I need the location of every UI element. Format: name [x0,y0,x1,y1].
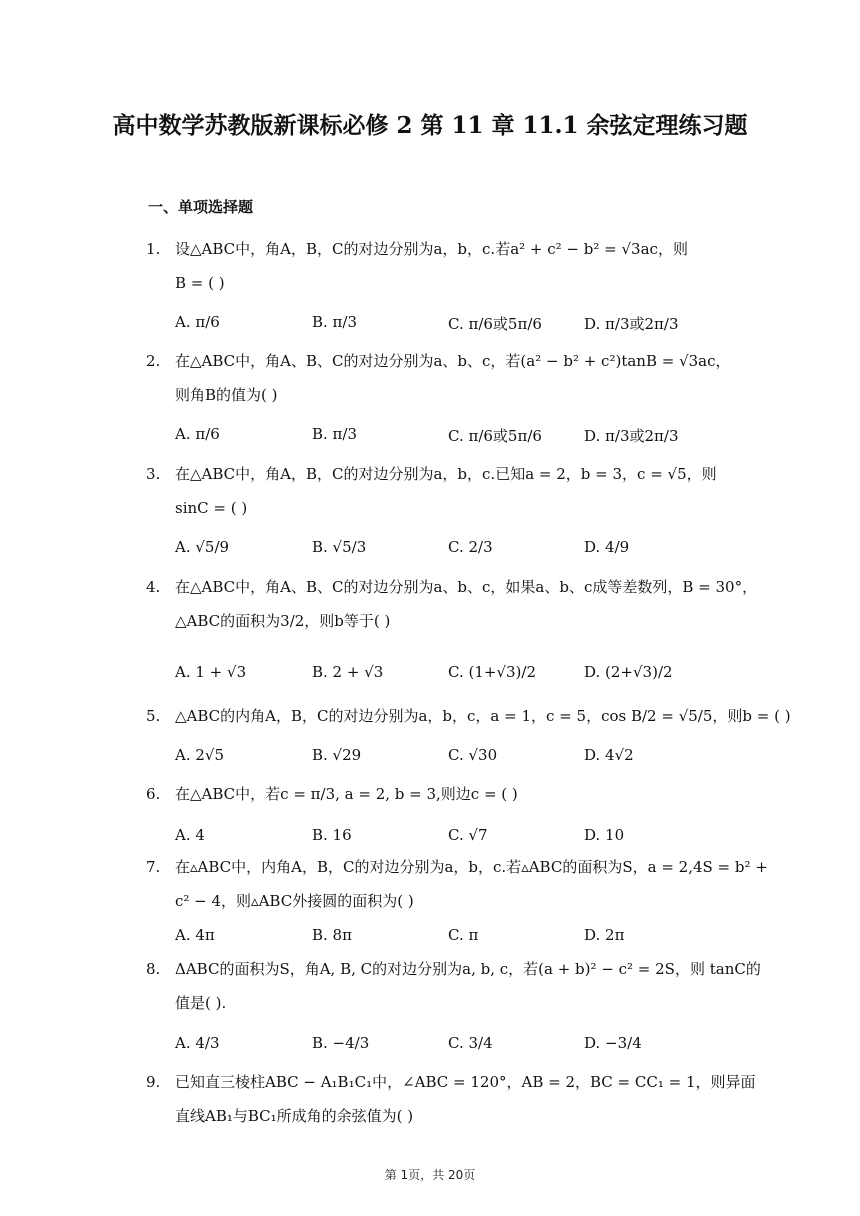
option-b: B. 2 + √3 [312,663,384,681]
question-number: 4. [146,578,161,596]
answer-options [175,313,735,339]
option-d: D. 10 [584,826,625,844]
question-number: 5. [146,707,161,725]
option-b: B. √29 [312,746,362,764]
question-text-line: 则角B的值为( ) [175,386,278,404]
question-number: 7. [146,858,161,876]
answer-options [175,926,735,952]
option-d: D. −3/4 [584,1034,642,1052]
answer-options [175,538,735,564]
option-d: D. 4/9 [584,538,630,556]
question-text-line: 在▵ABC中，内角A，B，C的对边分别为a，b，c.若▵ABC的面积为S，a = 2,4S = b² + [175,858,768,876]
option-a: A. π/6 [175,313,220,331]
question-text-line: 已知直三棱柱ABC − A₁B₁C₁中，∠ABC = 120°，AB = 2，BC = CC₁ = 1，则异面 [175,1073,756,1091]
option-c: C. √30 [448,746,498,764]
question-text-line: 在△ABC中，若c = π/3, a = 2, b = 3,则边c = ( ) [175,785,518,803]
option-b: B. −4/3 [312,1034,370,1052]
option-c: C. √7 [448,826,488,844]
option-c: C. π [448,926,479,944]
option-d: D. (2+√3)/2 [584,663,673,681]
question-text-line: sinC = ( ) [175,499,248,517]
question-number: 1. [146,240,161,258]
question-number: 6. [146,785,161,803]
option-d: D. 4√2 [584,746,634,764]
document-title: 高中数学苏教版新课标必修 2 第 11 章 11.1 余弦定理练习题 [112,112,748,139]
question-text-line: ΔABC的面积为S，角A, B, C的对边分别为a, b, c，若(a + b)² − c² = 2S，则 tanC的 [175,960,761,978]
page-footer: 第 1页，共 20页 [384,1168,476,1182]
question-text-line: 在△ABC中，角A、B、C的对边分别为a、b、c，如果a、b、c成等差数列，B = 30°， [175,578,758,596]
option-c: C. π/6或5π/6 [448,427,542,445]
option-a: A. 4π [175,926,215,944]
question-number: 3. [146,465,161,483]
option-a: A. 4 [175,826,205,844]
option-c: C. (1+√3)/2 [448,663,536,681]
option-c: C. π/6或5π/6 [448,315,542,333]
question-text-line: 在△ABC中，角A、B、C的对边分别为a、b、c，若(a² − b² + c²)tanB = √3ac， [175,352,731,370]
answer-options [175,826,735,852]
option-b: B. √5/3 [312,538,367,556]
option-b: B. 16 [312,826,352,844]
option-a: A. 1 + √3 [175,663,247,681]
answer-options [175,746,735,772]
question-text-line: △ABC的内角A，B，C的对边分别为a，b，c，a = 1，c = 5，cos B/2 = √5/5，则b = ( ) [175,707,791,725]
section-heading: 一、单项选择题 [148,198,254,216]
option-b: B. 8π [312,926,352,944]
question-text-line: 值是( ). [175,994,227,1012]
question-text-line: 设△ABC中，角A，B，C的对边分别为a，b，c.若a² + c² − b² = √3ac，则 [175,240,688,258]
option-a: A. π/6 [175,425,220,443]
question-text-line: 在△ABC中，角A，B，C的对边分别为a，b，c.已知a = 2，b = 3，c = √5，则 [175,465,717,483]
option-d: D. π/3或2π/3 [584,315,679,333]
question-text-line: 直线AB₁与BC₁所成角的余弦值为( ) [175,1107,414,1125]
option-a: A. 2√5 [175,746,225,764]
option-a: A. √5/9 [175,538,230,556]
answer-options [175,663,735,689]
question-text-line: △ABC的面积为3/2，则b等于( ) [175,612,391,630]
option-a: A. 4/3 [175,1034,220,1052]
option-b: B. π/3 [312,425,358,443]
option-c: C. 3/4 [448,1034,493,1052]
option-d: D. 2π [584,926,625,944]
question-text-line: B = ( ) [175,274,225,292]
answer-options [175,1034,735,1060]
question-text-line: c² − 4，则▵ABC外接圆的面积为( ) [175,892,414,910]
question-number: 2. [146,352,161,370]
answer-options [175,425,735,451]
option-b: B. π/3 [312,313,358,331]
question-number: 9. [146,1073,161,1091]
option-d: D. π/3或2π/3 [584,427,679,445]
option-c: C. 2/3 [448,538,493,556]
question-number: 8. [146,960,161,978]
